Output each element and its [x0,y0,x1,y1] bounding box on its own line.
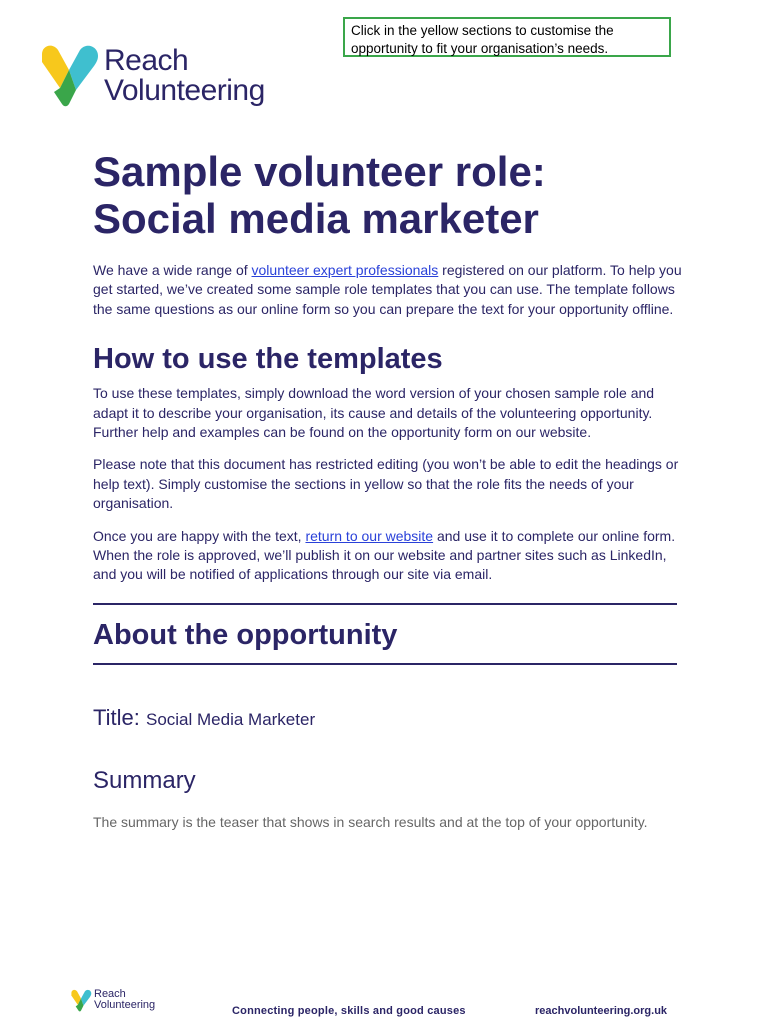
instruction-note-text: Click in the yellow sections to customise the opportunity to fit your organisation’s needs. [351,23,614,56]
section-divider-bottom [93,663,677,665]
summary-help-text: The summary is the teaser that shows in search results and at the top of your opportunity. [93,813,648,830]
reach-volunteering-logo [38,44,308,116]
return-to-website-link[interactable]: return to our website [305,527,434,544]
role-title-line [93,705,683,733]
about-heading: About the opportunity [93,618,398,651]
intro-text-start: We have a wide range of [93,262,252,278]
footer-tagline: Connecting people, skills and good causes [232,1005,466,1017]
how-to-heading: How to use the templates [93,343,443,376]
document-body [93,148,683,832]
summary-heading: Summary [93,766,196,794]
instruction-note [343,17,671,57]
how-to-paragraph-1: To use these templates, simply download the word version of your chosen sample role and adapt it to describe your organisation, its cause and details of the volunteering opportunity. Further help and examples can be found on the opportunity form on our website. [93,385,655,441]
intro-paragraph [93,261,683,319]
page-title-line-1: Sample volunteer role: [93,148,546,195]
role-title-label: Title: [93,704,146,730]
how-to-paragraph-2: Please note that this document has restricted editing (you won’t be able to edit the headings or help text). Simply customise the sections in yellow so that the role fits the needs of your organisation. [93,456,679,512]
heart-logo-icon [38,44,100,110]
logo-line-1: Reach [104,44,189,77]
how-to-p3-start: Once you are happy with the text, [93,527,306,544]
footer-url: reachvolunteering.org.uk [535,1005,668,1017]
volunteer-experts-link[interactable]: volunteer expert professionals [251,262,439,278]
role-title-value[interactable]: Social Media Marketer [145,709,316,729]
how-to-paragraph-3 [93,527,683,585]
how-to-p3-end: and use it to complete our online form. When the role is approved, we’ll publish it on our website and partner sites such as LinkedIn, and you will be notified of applications through our site via email. [93,527,676,583]
logo-wordmark [104,46,265,106]
page-title [93,148,683,242]
footer-logo-line-2: Volunteering [94,999,156,1011]
footer-logo-line-1: Reach [94,988,126,1000]
footer-logo [70,989,180,1017]
footer-logo-wordmark [94,989,155,1011]
footer-heart-logo-icon [70,989,92,1013]
page-title-line-2: Social media marketer [93,195,539,242]
logo-line-2: Volunteering [104,74,265,107]
section-divider-top [93,603,677,605]
intro-text-end: registered on our platform. To help you get started, we’ve created some sample role templates that you can use. The template follows the same questions as our online form so you can prepare the text for your opportunity offline. [93,262,682,317]
